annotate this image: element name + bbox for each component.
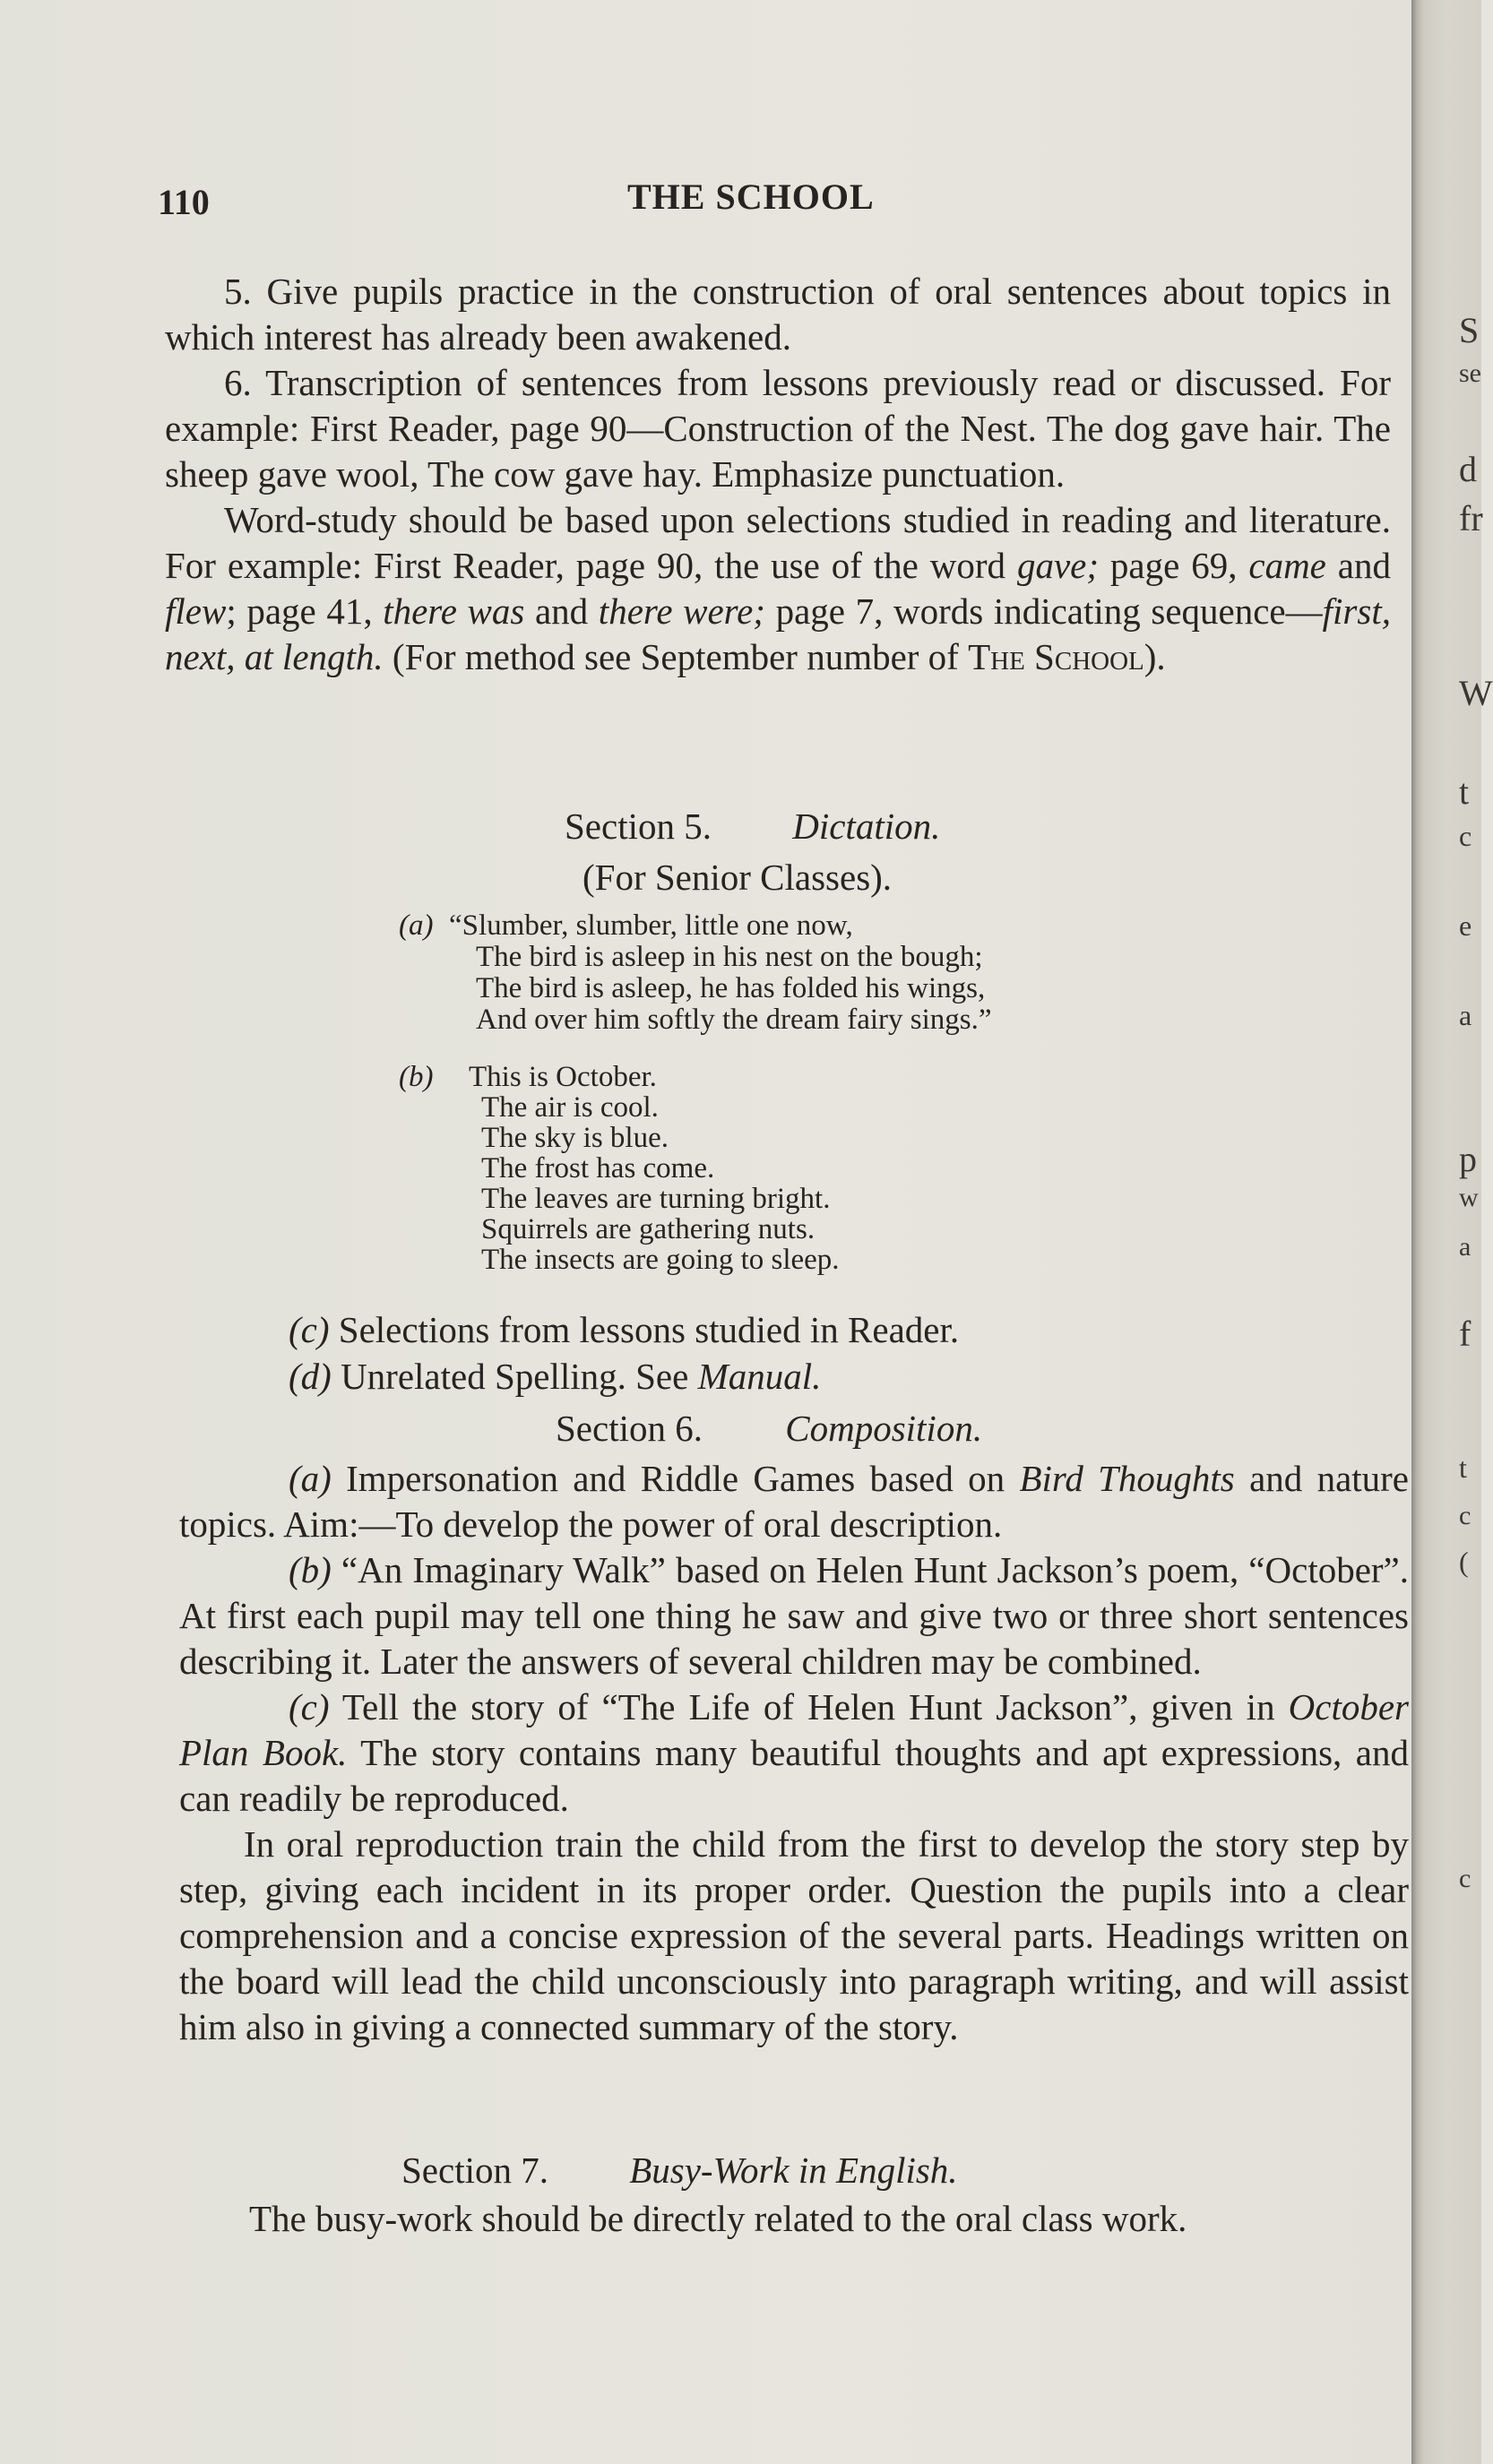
section5-label: Section 5. xyxy=(565,806,712,847)
edge-letter: t xyxy=(1459,771,1470,812)
section7-text: The busy-work should be directly related to the oral class work. xyxy=(249,2198,1187,2239)
section7-label: Section 7. xyxy=(401,2150,548,2191)
poem-line: The bird is asleep, he has folded his wings, xyxy=(476,972,986,1004)
edge-letter: t xyxy=(1459,1452,1467,1484)
edge-letter: se xyxy=(1459,358,1481,388)
section6-heading xyxy=(556,1407,982,1450)
section5-title: Dictation. xyxy=(792,806,941,847)
edge-letter: a xyxy=(1459,999,1472,1031)
section6-item-b: (b) “An Imaginary Walk” based on Helen Hunt Jackson’s poem, “October”. At first each pupil may tell one thing he saw and give two or three short sentences describing it. Later the answers of several children may be combined. xyxy=(179,1549,1410,1682)
edge-letter: e xyxy=(1459,909,1472,942)
edge-letter: d xyxy=(1459,449,1477,489)
section5-item-d: (d) Unrelated Spelling. See Manual. xyxy=(289,1356,822,1397)
poem-line: The insects are going to sleep. xyxy=(481,1244,840,1276)
section6-item-c: (c) Tell the story of “The Life of Helen Hunt Jackson”, given in October Plan Book. The story contains many beautiful thoughts and apt expressions, and can readily be reproduced. xyxy=(179,1686,1409,1819)
poem-line: The bird is asleep in his nest on the bough; xyxy=(476,941,983,973)
poem-a-label: (a) xyxy=(399,909,434,942)
poem-line: The sky is blue. xyxy=(481,1122,669,1154)
edge-letter: a xyxy=(1459,1232,1471,1262)
edge-letter: W xyxy=(1459,673,1493,713)
section7-title: Busy-Work in English. xyxy=(629,2150,958,2191)
poem-line: “Slumber, slumber, little one now, xyxy=(449,909,853,942)
edge-letter: c xyxy=(1459,820,1472,852)
poem-b-label: (b) xyxy=(399,1061,434,1093)
edge-letter: w xyxy=(1459,1183,1479,1212)
edge-letter: c xyxy=(1459,1501,1471,1530)
poem-line: Squirrels are gathering nuts. xyxy=(481,1213,816,1245)
edge-letter: fr xyxy=(1459,498,1483,538)
paragraph-word-study: Word-study should be based upon selections studied in reading and literature. For example: First Reader, page 90, the use of the word gave; page 69, came and flew; page 41, there was and there were; page 7, words indicating sequence—first, next, at length. (For method see September number of The School). xyxy=(165,499,1391,677)
poem-line: This is October. xyxy=(469,1061,657,1093)
page-number: 110 xyxy=(158,182,210,222)
poem-a xyxy=(399,910,992,1036)
section6-label: Section 6. xyxy=(556,1408,703,1449)
section6-oral-paragraph: In oral reproduction train the child from the first to develop the story step by step, giving each incident in its proper order. Question the pupils into a clear comprehension and a concise expression of the several parts. Headings written on the board will lead the child unconsciously into paragraph writing, and will assist him also in giving a connected summary of the story. xyxy=(179,1823,1409,2047)
edge-letter: S xyxy=(1459,310,1480,350)
section6-title: Composition. xyxy=(785,1408,983,1449)
paragraph-item-5: 5. Give pupils practice in the construction of oral sentences about topics in which interest has already been awakened. xyxy=(165,271,1391,358)
section5-heading xyxy=(565,805,940,848)
section6-item-a: (a) Impersonation and Riddle Games based on Bird Thoughts and nature topics. Aim:—To develop the power of oral description. xyxy=(179,1458,1410,1545)
upper-body xyxy=(165,269,1391,680)
edge-letter: ( xyxy=(1459,1546,1469,1578)
section6-body xyxy=(179,1456,1409,2050)
poem-line: And over him softly the dream fairy sings.” xyxy=(476,1004,992,1036)
poem-b xyxy=(399,1062,840,1275)
poem-line: The leaves are turning bright. xyxy=(481,1183,831,1215)
section7-heading xyxy=(401,2149,958,2192)
running-title: THE SCHOOL xyxy=(627,177,875,217)
edge-letter: f xyxy=(1459,1314,1471,1354)
edge-letter: p xyxy=(1459,1139,1477,1179)
section5-item-c: (c) Selections from lessons studied in Reader. xyxy=(289,1309,960,1350)
paragraph-item-6: 6. Transcription of sentences from lessons previously read or discussed. For example: First Reader, page 90—Construction of the Nest. The dog gave hair. The sheep gave wool, The cow gave hay. Emphasize punctuation. xyxy=(165,362,1391,495)
poem-line: The air is cool. xyxy=(481,1091,659,1124)
edge-letter: c xyxy=(1459,1864,1471,1893)
section5-subtitle: (For Senior Classes). xyxy=(583,857,893,898)
poem-line: The frost has come. xyxy=(481,1152,715,1185)
